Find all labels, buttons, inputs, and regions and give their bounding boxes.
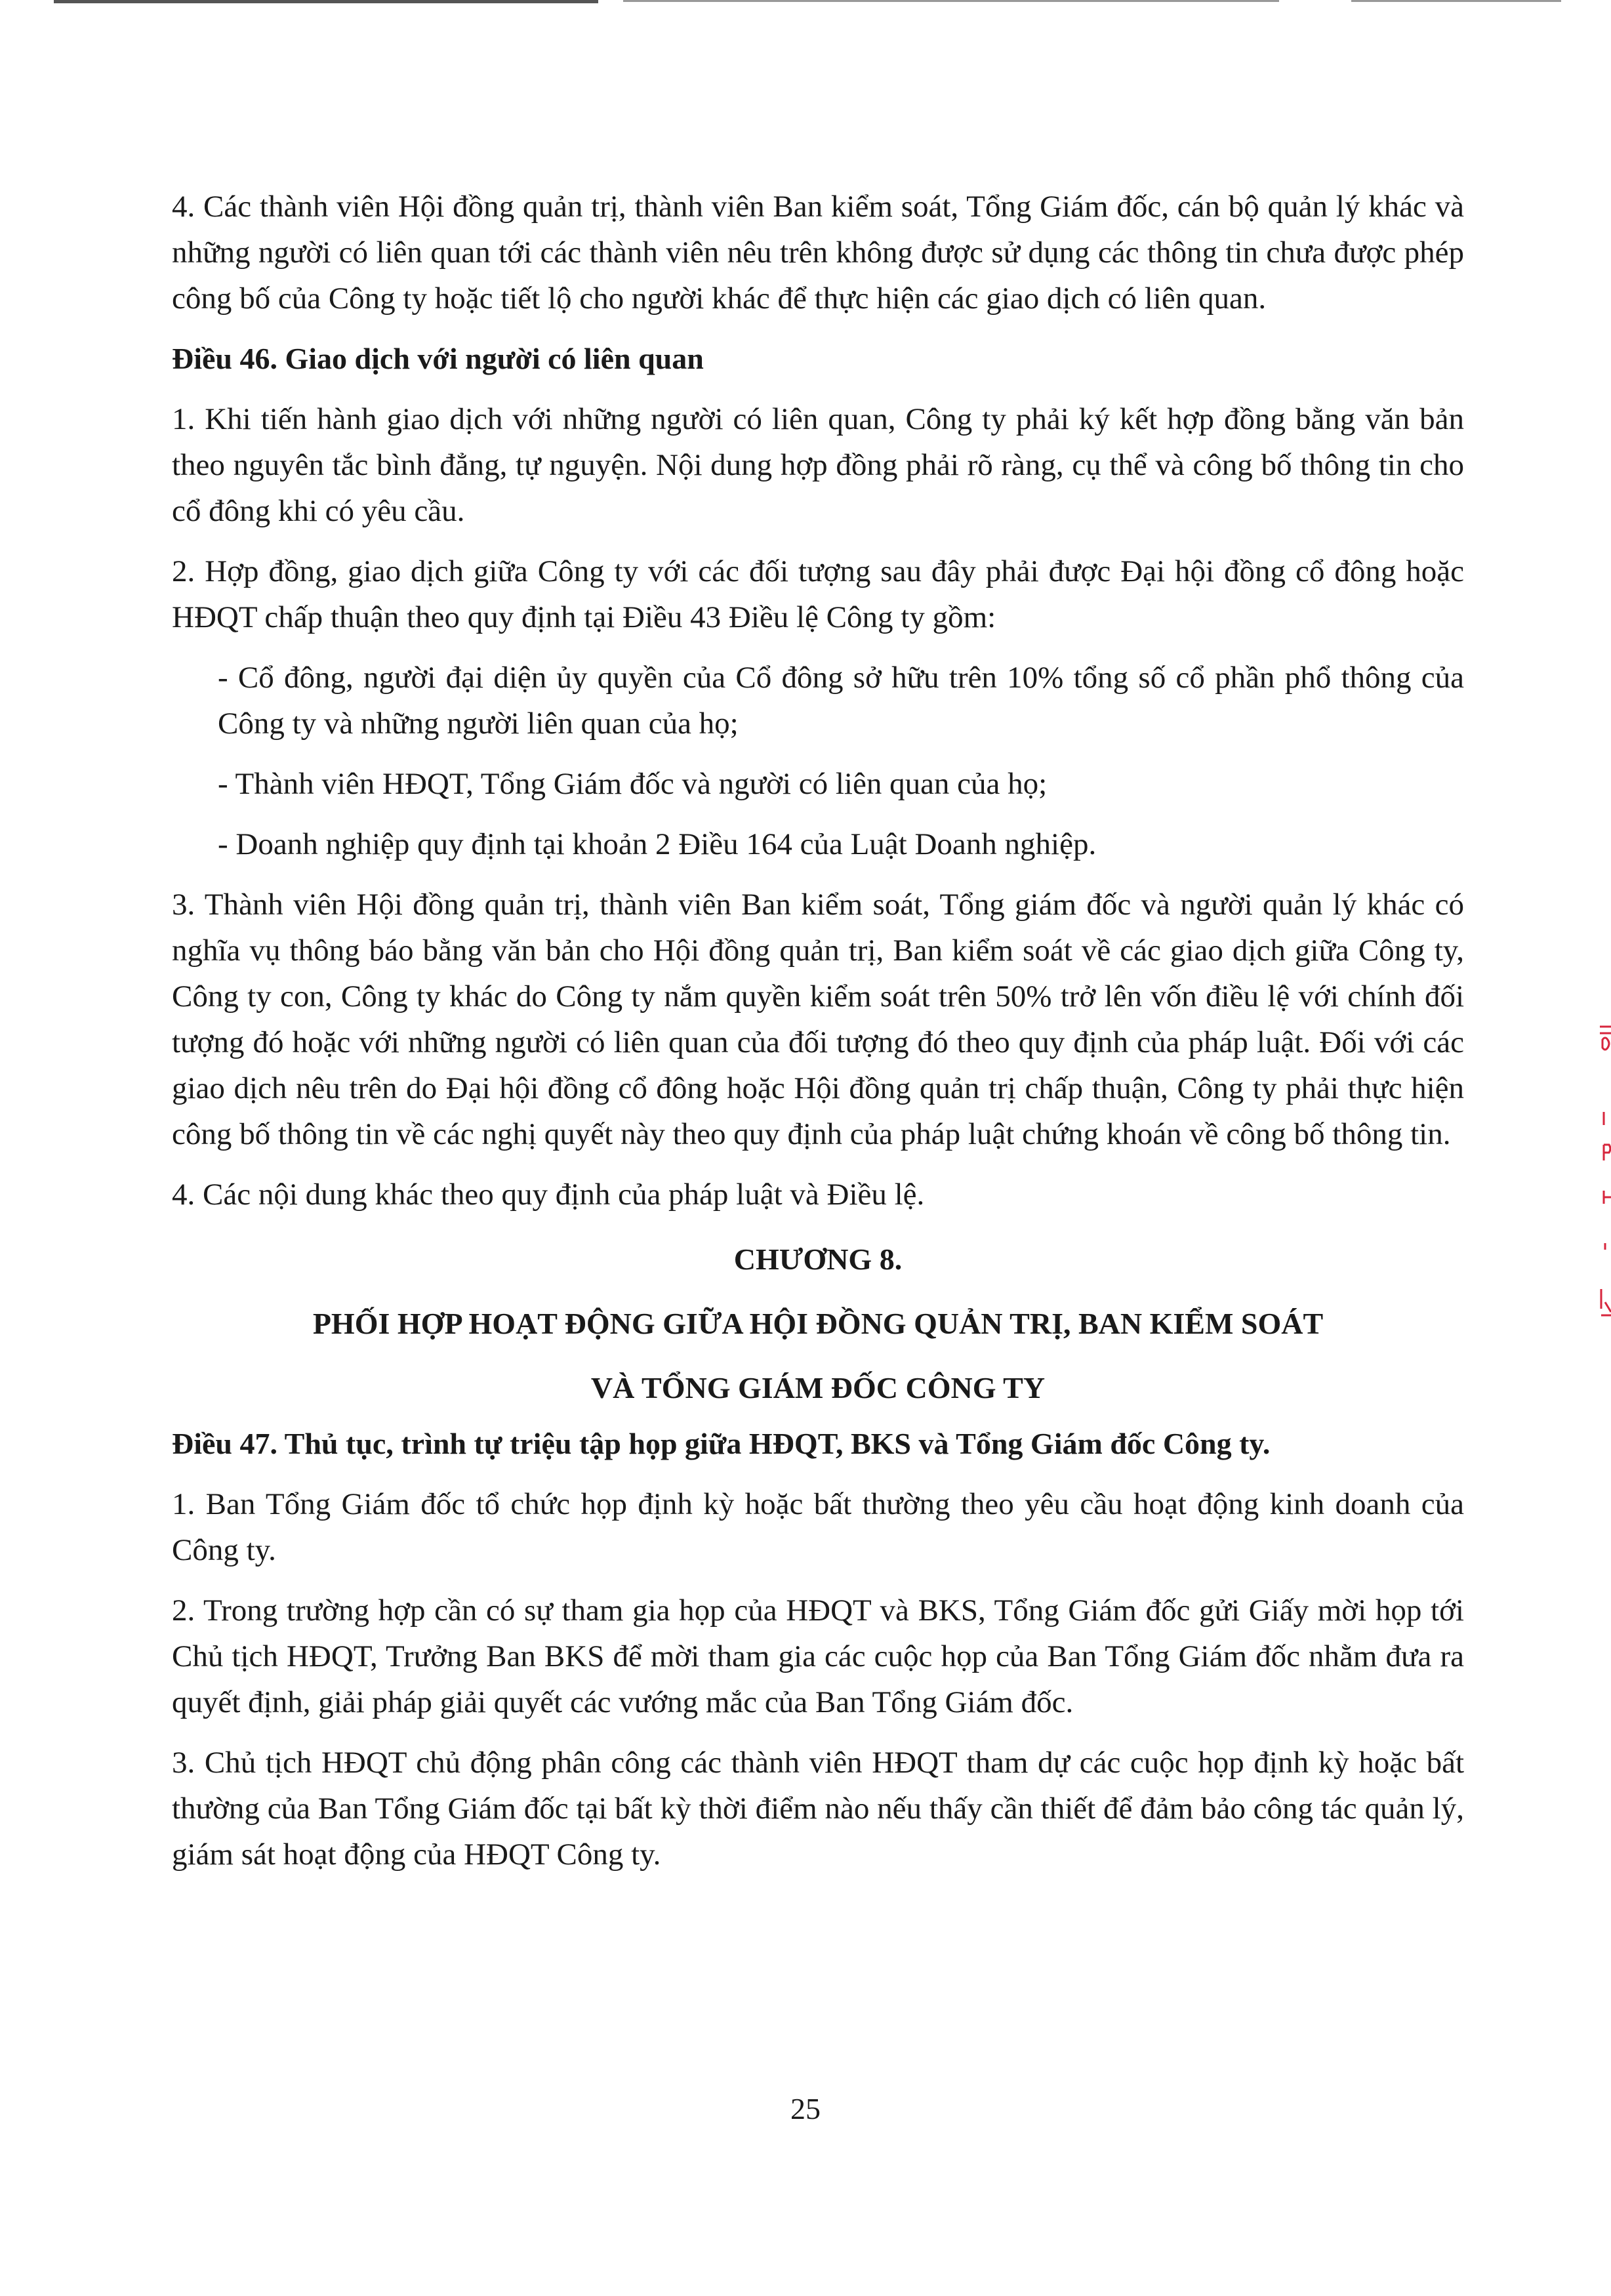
chapter-title-line-1: PHỐI HỢP HOẠT ĐỘNG GIỮA HỘI ĐỒNG QUẢN TRỊ, BAN KIỂM SOÁT — [312, 1307, 1324, 1340]
stamp-fragment-icon — [1591, 1014, 1611, 1342]
article-46-bullet-3: - Doanh nghiệp quy định tại khoản 2 Điều 164 của Luật Doanh nghiệp. — [218, 827, 1097, 861]
article-46-bullet-2: - Thành viên HĐQT, Tổng Giám đốc và người có liên quan của họ; — [218, 767, 1048, 801]
article-46-item-3: 3. Thành viên Hội đồng quản trị, thành viên Ban kiểm soát, Tổng giám đốc và người quản lý khác có nghĩa vụ thông báo bằng văn bản cho Hội đồng quản trị, Ban kiểm soát về các giao dịch giữa Công ty, Công ty con, Công ty khác do Công ty nắm quyền kiểm soát trên 50% trở lên vốn điều lệ với chính đối tượng đó hoặc với những người có liên quan của đối tượng đó theo quy định của pháp luật. Đối với các giao dịch nêu trên do Đại hội đồng cổ đông hoặc Hội đồng quản trị chấp thuận, Công ty phải thực hiện công bố thông tin về các nghị quyết này theo quy định của pháp luật chứng khoán về công bố thông tin. — [172, 888, 1464, 1151]
chapter-title-line-2: VÀ TỔNG GIÁM ĐỐC CÔNG TY — [590, 1371, 1046, 1404]
top-scan-border — [1351, 0, 1561, 2]
article-46-item-4: 4. Các nội dung khác theo quy định của pháp luật và Điều lệ. — [172, 1178, 925, 1212]
top-scan-border — [623, 0, 1279, 2]
chapter-number: CHƯƠNG 8. — [733, 1242, 903, 1276]
article-46-bullet-1: - Cổ đông, người đại diện ủy quyền của Cổ đông sở hữu trên 10% tổng số cổ phần phổ thông của Công ty và những người liên quan của họ; — [218, 661, 1464, 741]
article-46-item-2: 2. Hợp đồng, giao dịch giữa Công ty với các đối tượng sau đây phải được Đại hội đồng cổ đông hoặc HĐQT chấp thuận theo quy định tại Điều 43 Điều lệ Công ty gồm: — [172, 554, 1464, 634]
article-47-item-3: 3. Chủ tịch HĐQT chủ động phân công các thành viên HĐQT tham dự các cuộc họp định kỳ hoặc bất thường của Ban Tổng Giám đốc tại bất kỳ thời điểm nào nếu thấy cần thiết để đảm bảo công tác quản lý, giám sát hoạt động của HĐQT Công ty. — [172, 1746, 1464, 1872]
article-47-item-1: 1. Ban Tổng Giám đốc tổ chức họp định kỳ hoặc bất thường theo yêu cầu hoạt động kinh doanh của Công ty. — [172, 1487, 1464, 1567]
clause-45-item-4: 4. Các thành viên Hội đồng quản trị, thành viên Ban kiểm soát, Tổng Giám đốc, cán bộ quản lý khác và những người có liên quan tới các thành viên nêu trên không được sử dụng các thông tin chưa được phép công bố của Công ty hoặc tiết lộ cho người khác để thực hiện các giao dịch có liên quan. — [172, 190, 1464, 316]
page-number: 25 — [790, 2092, 821, 2125]
document-body — [172, 184, 1464, 1892]
article-46-heading: Điều 46. Giao dịch với người có liên quan — [172, 342, 704, 375]
article-46-item-1: 1. Khi tiến hành giao dịch với những người có liên quan, Công ty phải ký kết hợp đồng bằng văn bản theo nguyên tắc bình đẳng, tự nguyện. Nội dung hợp đồng phải rõ ràng, cụ thể và công bố thông tin cho cổ đông khi có yêu cầu. — [172, 402, 1464, 528]
article-47-heading: Điều 47. Thủ tục, trình tự triệu tập họp giữa HĐQT, BKS và Tổng Giám đốc Công ty. — [172, 1427, 1271, 1460]
article-47-item-2: 2. Trong trường hợp cần có sự tham gia họp của HĐQT và BKS, Tổng Giám đốc gửi Giấy mời họp tới Chủ tịch HĐQT, Trưởng Ban BKS để mời tham gia các cuộc họp của Ban Tổng Giám đốc nhằm đưa ra quyết định, giải pháp giải quyết các vướng mắc của Ban Tổng Giám đốc. — [172, 1593, 1464, 1719]
top-scan-border — [54, 0, 598, 3]
